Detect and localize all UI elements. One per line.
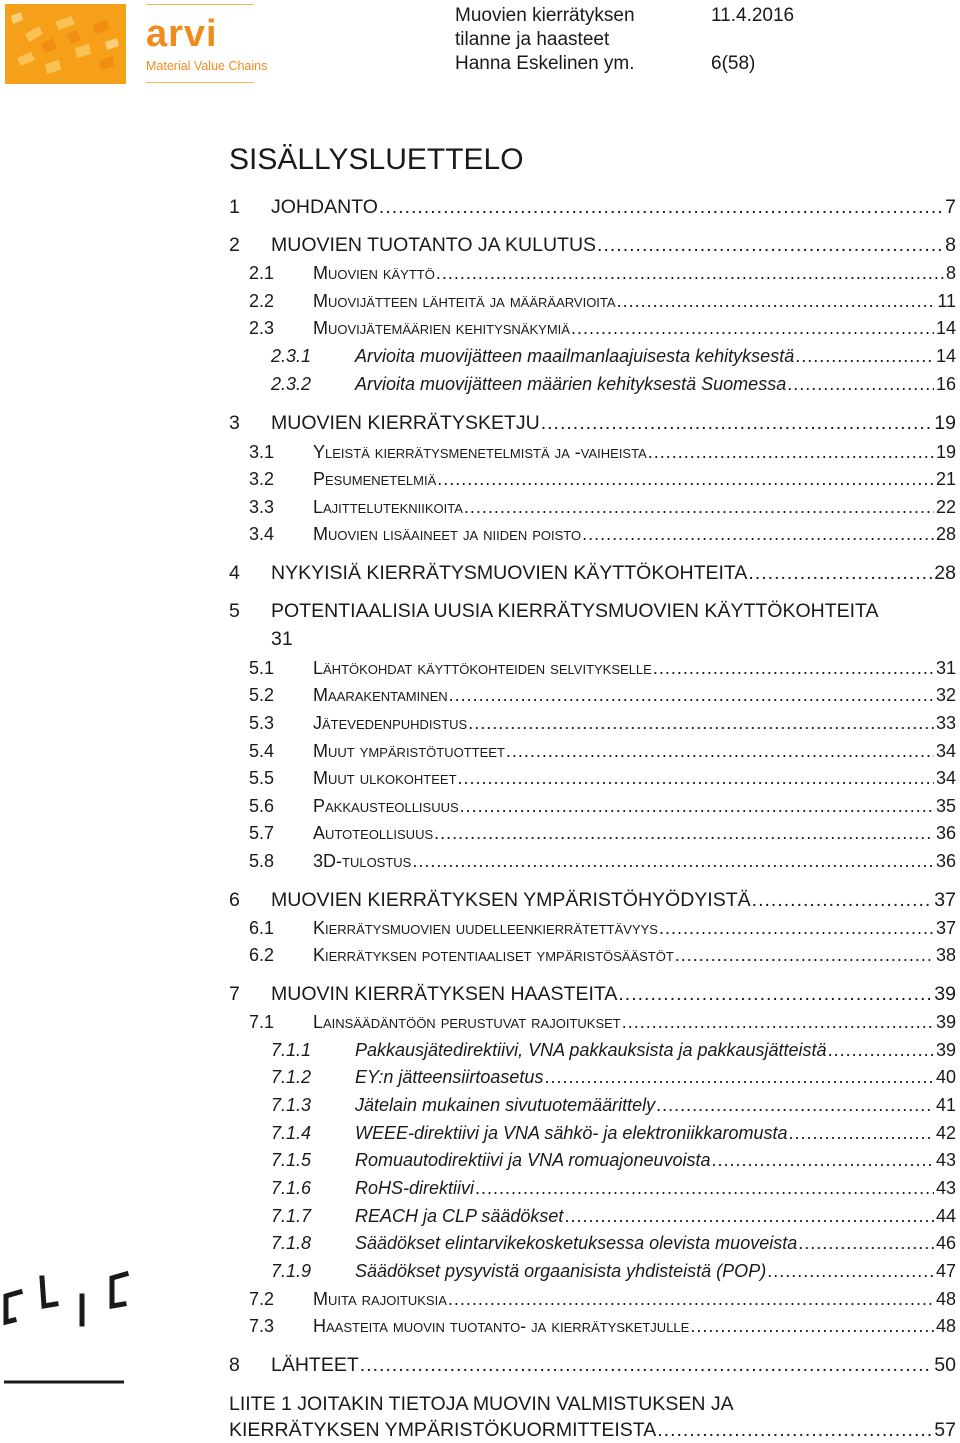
toc-entry-label: Jätevedenpuhdistus: [313, 713, 468, 733]
toc-entry-label: REACH ja CLP säädökset: [355, 1206, 564, 1226]
toc-entry-page: 48: [935, 1289, 956, 1309]
toc-leader: [460, 793, 934, 819]
toc-entry-number: 1: [229, 196, 240, 218]
toc-entry-page: 47: [935, 1261, 956, 1281]
toc-leader: [657, 1417, 932, 1443]
toc-entry-label: Jätelain mukainen sivutuotemäärittely: [355, 1095, 656, 1115]
toc-leader: [448, 1286, 934, 1312]
toc-entry-label: WEEE-direktiivi ja VNA sähkö- ja elektroniikkaromusta: [355, 1123, 788, 1143]
toc-entry-page: 7: [945, 196, 956, 218]
toc-entry[interactable]: [0, 1037, 960, 1063]
toc-entry-label: JOHDANTO: [271, 196, 378, 218]
toc-entry-label: Muovien käyttö: [313, 263, 435, 283]
toc-entry-number: 3.3: [249, 497, 275, 517]
toc-entry-page: 43: [935, 1150, 956, 1170]
toc-entry-label: Säädökset elintarvikekosketuksessa olevista muoveista: [355, 1233, 798, 1253]
toc-entry[interactable]: [0, 682, 960, 708]
toc-entry-number: 7.1.6: [271, 1178, 312, 1198]
toc-entry[interactable]: [0, 343, 960, 369]
toc-entry-page: 31: [935, 658, 956, 678]
toc-entry[interactable]: [0, 820, 960, 846]
toc-leader: [464, 494, 934, 520]
toc-leader: [795, 343, 934, 369]
toc-leader: [571, 315, 934, 341]
toc-leader: [675, 942, 934, 968]
toc-entry-label: Arvioita muovijätteen maailmanlaajuisesta kehityksestä: [355, 346, 795, 366]
toc-entry[interactable]: [0, 598, 960, 654]
toc-leader: [653, 655, 934, 681]
toc-entry-label: Lähtökohdat käyttökohteiden selvitykselle: [313, 658, 652, 678]
toc-leader: [468, 710, 934, 736]
toc-entry-number: 4: [229, 562, 240, 584]
toc-entry-label: Pakkausteollisuus: [313, 796, 459, 816]
toc-entry-number: 5.3: [249, 713, 275, 733]
toc-entry-label: RoHS-direktiivi: [355, 1178, 475, 1198]
toc-entry-number: 7.1.1: [271, 1040, 312, 1060]
toc-entry-number: 2.2: [249, 291, 275, 311]
toc-entry[interactable]: [0, 1352, 960, 1378]
toc-entry-number: 3: [229, 412, 240, 434]
toc-entry-number: 7.1.8: [271, 1233, 312, 1253]
toc-entry-page: 19: [935, 442, 956, 462]
toc-entry-number: 2.3: [249, 318, 275, 338]
toc-entry-page: 31: [271, 628, 293, 650]
toc-entry-number: 5.4: [249, 741, 275, 761]
toc-leader: [437, 466, 934, 492]
toc-entry[interactable]: [0, 1147, 960, 1173]
toc-entry-page: 41: [935, 1095, 956, 1115]
toc-entry-label: MUOVIEN KIERRÄTYKSEN YMPÄRISTÖHYÖDYISTÄ: [271, 889, 751, 911]
toc-leader: [379, 194, 943, 220]
toc-entry-label: POTENTIAALISIA UUSIA KIERRÄTYSMUOVIEN KÄYTTÖKOHTEITA: [271, 600, 879, 622]
toc-entry-number: 8: [229, 1354, 240, 1376]
toc-entry-page: 48: [935, 1316, 956, 1336]
toc-entry-page: 14: [935, 346, 956, 366]
toc-entry-label: KIERRÄTYKSEN YMPÄRISTÖKUORMITTEISTA: [229, 1419, 657, 1441]
toc-entry-label: MUOVIEN TUOTANTO JA KULUTUS: [271, 234, 597, 256]
toc-entry[interactable]: [0, 194, 960, 220]
toc-entry[interactable]: [0, 1120, 960, 1146]
toc-leader: [475, 1175, 934, 1201]
toc-entry-appendix[interactable]: [0, 1391, 960, 1443]
toc-entry[interactable]: [0, 1064, 960, 1090]
toc-entry-number: 7.1.5: [271, 1150, 312, 1170]
toc-entry-page: 34: [935, 768, 956, 788]
toc-entry-page: 32: [935, 685, 956, 705]
toc-entry-number: 5.8: [249, 851, 275, 871]
toc-entry-number: 6.2: [249, 945, 275, 965]
toc-leader: [748, 560, 932, 586]
toc-leader: [582, 521, 934, 547]
toc-entry-number: 2: [229, 234, 240, 256]
toc-leader: [798, 1230, 934, 1256]
toc-entry[interactable]: [0, 232, 960, 258]
toc-entry-page: 11: [937, 291, 956, 311]
toc-entry-number: 7.1.3: [271, 1095, 312, 1115]
toc-leader: [564, 1203, 934, 1229]
toc-entry-label: 3D-tulostus: [313, 851, 412, 871]
toc-entry[interactable]: [0, 560, 960, 586]
toc-entry-label: Autoteollisuus: [313, 823, 434, 843]
toc-entry-number: 6: [229, 889, 240, 911]
toc-entry-label: Pakkausjätedirektiivi, VNA pakkauksista ja pakkausjätteistä: [355, 1040, 827, 1060]
toc-entry-number: 3.2: [249, 469, 275, 489]
toc-leader: [656, 1092, 934, 1118]
toc-entry[interactable]: [0, 371, 960, 397]
toc-entry-page: 37: [935, 918, 956, 938]
toc-entry-number: 7.2: [249, 1289, 275, 1309]
toc-entry[interactable]: [0, 848, 960, 874]
toc-entry-label: Arvioita muovijätteen määrien kehityksestä Suomessa: [355, 374, 787, 394]
toc-entry-page: 37: [934, 889, 956, 911]
toc-entry-number: 5.1: [249, 658, 275, 678]
toc-entry[interactable]: [0, 1175, 960, 1201]
toc-entry-label: Säädökset pysyvistä orgaanisista yhdisteistä (POP): [355, 1261, 767, 1281]
toc-leader: [506, 738, 934, 764]
toc-leader: [541, 410, 933, 436]
toc-entry-page: 38: [935, 945, 956, 965]
toc-entry-number: 5.6: [249, 796, 275, 816]
toc-entry-number: 2.1: [249, 263, 275, 283]
toc-entry[interactable]: [0, 288, 960, 314]
toc-entry-page: 33: [935, 713, 956, 733]
toc-entry[interactable]: [0, 1230, 960, 1256]
toc-entry-page: 36: [935, 823, 956, 843]
toc-entry[interactable]: [0, 315, 960, 341]
toc-leader: [617, 288, 936, 314]
toc-entry-label: Yleistä kierrätysmenetelmistä ja -vaiheista: [313, 442, 647, 462]
toc-entry-number: 5.2: [249, 685, 275, 705]
logo-name: arvi: [146, 13, 218, 55]
toc-entry-page: 39: [934, 983, 956, 1005]
toc-leader: [767, 1258, 934, 1284]
toc-entry-label: Muovijätteen lähteitä ja määräarvioita: [313, 291, 616, 311]
toc-entry-number: 7.1.9: [271, 1261, 312, 1281]
toc-entry[interactable]: [0, 1258, 960, 1284]
toc-entry-number: 6.1: [249, 918, 275, 938]
toc-entry-page: 35: [935, 796, 956, 816]
toc-entry-number: 7.3: [249, 1316, 275, 1336]
toc-entry-number: 3.1: [249, 442, 275, 462]
toc-entry[interactable]: [0, 410, 960, 436]
toc-entry[interactable]: [0, 1009, 960, 1035]
toc-leader: [458, 765, 934, 791]
toc-leader: [449, 682, 934, 708]
toc-entry[interactable]: [0, 655, 960, 681]
toc-entry-label: MUOVIN KIERRÄTYKSEN HAASTEITA: [271, 983, 618, 1005]
toc-entry[interactable]: [0, 710, 960, 736]
toc-entry-number: 7.1.2: [271, 1067, 312, 1087]
toc-entry-label: MUOVIEN KIERRÄTYSKETJU: [271, 412, 540, 434]
toc-entry-page: 34: [935, 741, 956, 761]
toc-leader: [436, 260, 944, 286]
toc-entry[interactable]: [0, 494, 960, 520]
logo-subtitle: Material Value Chains: [146, 59, 268, 73]
toc-entry-number: 7.1.4: [271, 1123, 312, 1143]
toc-leader: [412, 848, 934, 874]
toc-entry[interactable]: [0, 915, 960, 941]
toc-leader: [648, 439, 934, 465]
toc-entry-label: Muita rajoituksia: [313, 1289, 447, 1309]
toc-entry-page: 39: [935, 1040, 956, 1060]
toc-leader: [622, 1009, 934, 1035]
toc-leader: [712, 1147, 934, 1173]
toc-entry-label: LÄHTEET: [271, 1354, 359, 1376]
doc-title-line2: tilanne ja haasteet: [455, 29, 610, 50]
toc-leader: [788, 1120, 933, 1146]
toc-entry-page: 8: [945, 234, 956, 256]
toc-entry-page: 44: [935, 1206, 956, 1226]
doc-title-line1: Muovien kierrätyksen: [455, 5, 635, 26]
toc-entry-label: Muovijätemäärien kehitysnäkymiä: [313, 318, 570, 338]
toc-entry-page: 39: [935, 1012, 956, 1032]
toc-leader: [544, 1064, 934, 1090]
toc-entry[interactable]: [0, 1203, 960, 1229]
toc-entry[interactable]: [0, 887, 960, 913]
toc-entry-label: Lainsäädäntöön perustuvat rajoitukset: [313, 1012, 621, 1032]
toc-entry-label: EY:n jätteensiirtoasetus: [355, 1067, 544, 1087]
toc-entry-page: 22: [935, 497, 956, 517]
toc-entry[interactable]: [0, 765, 960, 791]
toc-entry-page: 16: [935, 374, 956, 394]
toc-entry-page: 46: [935, 1233, 956, 1253]
toc-leader: [360, 1352, 933, 1378]
toc-entry-label: Kierrätyksen potentiaaliset ympäristösäästöt: [313, 945, 674, 965]
toc-entry-label: Maarakentaminen: [313, 685, 448, 705]
toc-entry-page: 57: [934, 1419, 956, 1441]
toc-leader: [828, 1037, 934, 1063]
toc-entry-page: 14: [935, 318, 956, 338]
toc-entry-label: Pesumenetelmiä: [313, 469, 437, 489]
toc-entry[interactable]: [0, 260, 960, 286]
toc-title: SISÄLLYSLUETTELO: [229, 143, 524, 176]
toc-entry-page: 28: [934, 562, 956, 584]
toc-entry-number: 5.7: [249, 823, 275, 843]
toc-leader: [618, 981, 932, 1007]
toc-entry-page: 50: [934, 1354, 956, 1376]
toc-entry-label: Muut ympäristötuotteet: [313, 741, 505, 761]
doc-authors: Hanna Eskelinen ym.: [455, 53, 635, 74]
toc-entry[interactable]: [0, 1286, 960, 1312]
toc-entry[interactable]: [0, 793, 960, 819]
toc-entry-label: NYKYISIÄ KIERRÄTYSMUOVIEN KÄYTTÖKOHTEITA: [271, 562, 748, 584]
toc-leader: [659, 915, 934, 941]
toc-leader: [787, 371, 934, 397]
toc-entry-page: 43: [935, 1178, 956, 1198]
toc-entry-number: 2.3.1: [271, 346, 312, 366]
toc-entry-number: 5: [229, 600, 240, 622]
toc-entry-page: 36: [935, 851, 956, 871]
toc-entry-page: 42: [935, 1123, 956, 1143]
toc-leader: [434, 820, 934, 846]
toc-entry-page: 40: [935, 1067, 956, 1087]
toc-entry[interactable]: [0, 466, 960, 492]
toc-entry-number: 7.1.7: [271, 1206, 312, 1226]
toc-entry[interactable]: [0, 981, 960, 1007]
toc-entry-label: Kierrätysmuovien uudelleenkierrätettävyys: [313, 918, 658, 938]
toc-entry[interactable]: [0, 942, 960, 968]
toc-entry[interactable]: [0, 439, 960, 465]
toc-entry-number: 7: [229, 983, 240, 1005]
toc-leader: [752, 887, 933, 913]
toc-entry-label: Muut ulkokohteet: [313, 768, 457, 788]
toc-entry-number: 7.1: [249, 1012, 275, 1032]
toc-entry[interactable]: [0, 521, 960, 547]
toc-entry-label: Muovien lisäaineet ja niiden poisto: [313, 524, 582, 544]
toc-entry-number: 2.3.2: [271, 374, 312, 394]
toc-entry-label: Haasteita muovin tuotanto- ja kierrätysketjulle: [313, 1316, 690, 1336]
doc-page-number: 6(58): [711, 53, 756, 74]
toc-entry[interactable]: [0, 738, 960, 764]
toc-leader: [690, 1313, 934, 1339]
toc-leader: [597, 232, 943, 258]
toc-entry-number: 5.5: [249, 768, 275, 788]
toc-entry-page: 28: [935, 524, 956, 544]
doc-date: 11.4.2016: [711, 5, 795, 26]
toc-entry-label: Romuautodirektiivi ja VNA romuajoneuvoista: [355, 1150, 711, 1170]
toc-entry-page: 21: [935, 469, 956, 489]
toc-entry-page: 19: [934, 412, 956, 434]
toc-entry[interactable]: [0, 1313, 960, 1339]
toc-entry-number: 3.4: [249, 524, 275, 544]
toc-entry-page: 8: [945, 263, 956, 283]
toc-entry-label-line1: LIITE 1 JOITAKIN TIETOJA MUOVIN VALMISTUKSEN JA: [229, 1393, 734, 1415]
toc-entry[interactable]: [0, 1092, 960, 1118]
toc-entry-label: Lajittelutekniikoita: [313, 497, 463, 517]
